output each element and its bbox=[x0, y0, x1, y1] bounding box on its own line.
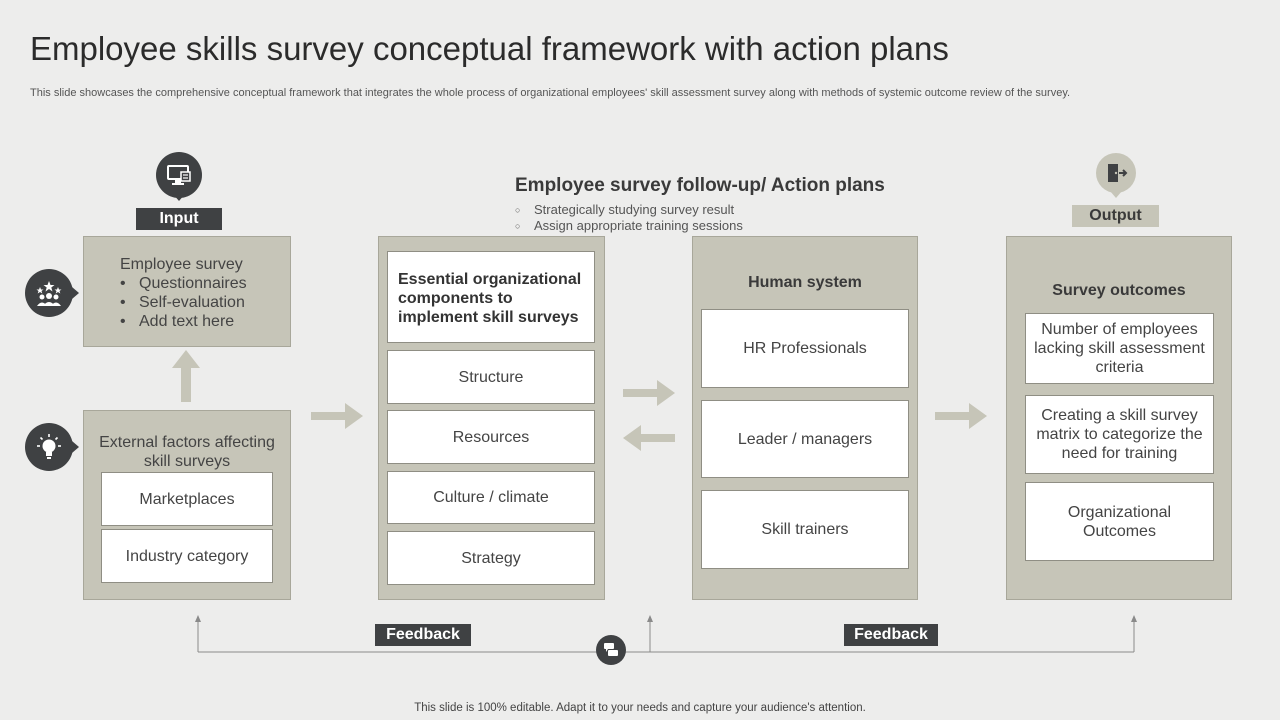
feedback-label-left: Feedback bbox=[375, 624, 471, 646]
outcome-item: Organizational Outcomes bbox=[1025, 482, 1214, 561]
external-factors-title: External factors affecting skill surveys bbox=[99, 434, 275, 470]
human-system-item: Leader / managers bbox=[701, 400, 909, 478]
right-arrow bbox=[623, 380, 675, 406]
components-heading: Essential organizational components to implement skill surveys bbox=[398, 271, 582, 326]
left-arrow bbox=[623, 425, 675, 451]
component-item: Culture / climate bbox=[387, 471, 595, 524]
survey-item: • Questionnaires bbox=[120, 274, 247, 293]
feedback-loop-lines bbox=[190, 612, 1140, 660]
component-item: Structure bbox=[387, 350, 595, 404]
feedback-icon bbox=[596, 635, 626, 665]
human-system-item: HR Professionals bbox=[701, 309, 909, 388]
icon-pointer bbox=[72, 287, 79, 299]
input-label: Input bbox=[136, 208, 222, 230]
component-item: Strategy bbox=[387, 531, 595, 585]
up-arrow bbox=[172, 350, 200, 402]
external-item: Marketplaces bbox=[101, 472, 273, 526]
followup-point: ○ Assign appropriate training sessions bbox=[515, 218, 743, 234]
footer-note: This slide is 100% editable. Adapt it to your needs and capture your audience's attention. bbox=[414, 702, 866, 714]
outcome-item: Number of employees lacking skill assessment criteria bbox=[1025, 313, 1214, 384]
human-system-item: Skill trainers bbox=[701, 490, 909, 569]
employee-survey-title: Employee survey bbox=[120, 256, 243, 273]
component-item: Resources bbox=[387, 410, 595, 464]
page-subtitle: This slide showcases the comprehensive conceptual framework that integrates the whole process of organizational employees' skill assessment survey along with methods of systemic outcome review of the survey. bbox=[30, 87, 1071, 99]
survey-outcomes-heading: Survey outcomes bbox=[1052, 282, 1186, 299]
lightbulb-icon bbox=[25, 423, 73, 471]
output-label: Output bbox=[1072, 205, 1159, 227]
components-heading-box bbox=[387, 251, 595, 343]
external-item: Industry category bbox=[101, 529, 273, 583]
outcome-item: Creating a skill survey matrix to categorize the need for training bbox=[1025, 395, 1214, 474]
right-arrow bbox=[935, 403, 987, 429]
followup-point: ○ Strategically studying survey result bbox=[515, 202, 743, 218]
exit-icon bbox=[1096, 153, 1136, 193]
icon-pointer bbox=[72, 441, 79, 453]
human-system-heading: Human system bbox=[748, 274, 862, 291]
survey-item: • Self-evaluation bbox=[120, 293, 247, 312]
followup-heading: Employee survey follow-up/ Action plans bbox=[515, 175, 885, 196]
icon-pointer bbox=[173, 194, 185, 201]
page-title: Employee skills survey conceptual framework with action plans bbox=[30, 30, 949, 67]
employee-survey-box bbox=[83, 236, 291, 347]
survey-item: • Add text here bbox=[120, 312, 247, 331]
feedback-label-right: Feedback bbox=[844, 624, 938, 646]
right-arrow bbox=[311, 403, 363, 429]
icon-pointer bbox=[1110, 191, 1122, 198]
team-icon bbox=[25, 269, 73, 317]
monitor-icon bbox=[156, 152, 202, 198]
